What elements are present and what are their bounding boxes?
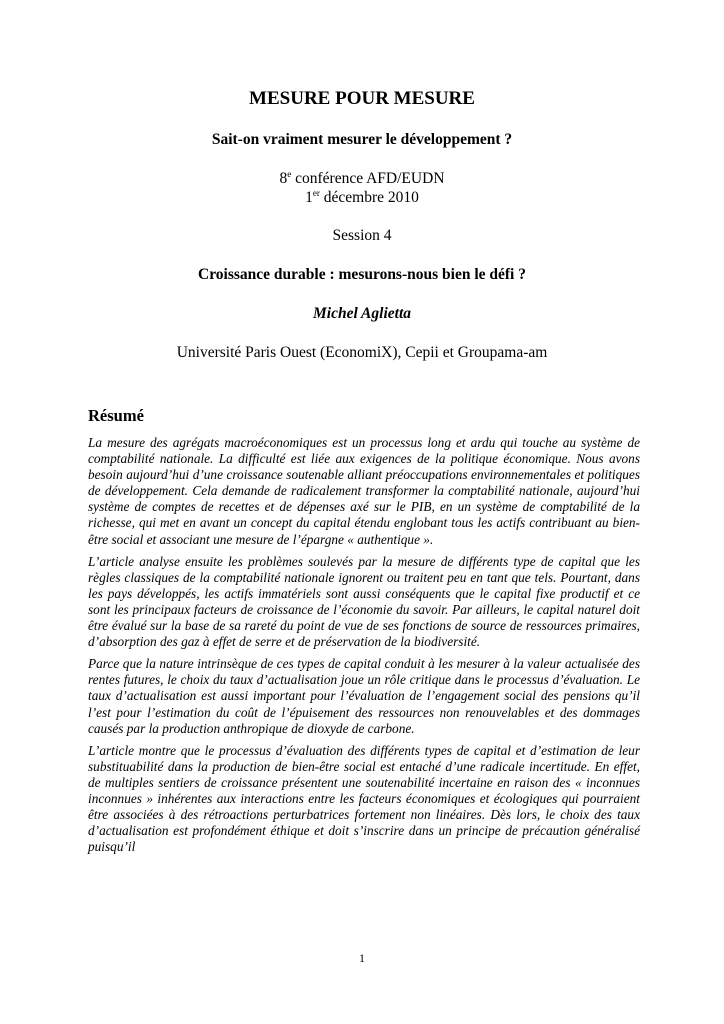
abstract-heading: Résumé (88, 406, 144, 425)
author-name: Michel Aglietta (312, 305, 412, 322)
abstract-paragraph: L’article analyse ensuite les problèmes soulevés par la mesure de différents type de capital que les règles classiques de la comptabilité nationale ignorent ou traitent peu en tant que tels. Pourtant, dans les pays développés, les actifs immatériels sont aussi conséquents que le capital fixe productif et ce sont les principaux facteurs de croissance de l’économie du savoir. Par ailleurs, le capital naturel doit être évalué sur la base de sa rareté du point de vue de ses fonctions de source de ressources primaires, d’absorption des gaz à effet de serre et de préservation de la biodiversité. (88, 553, 640, 650)
author-affiliation: Université Paris Ouest (EconomiX), Cepii et Groupama-am (176, 344, 548, 361)
date-line: 1er décembre 2010 (305, 188, 419, 206)
document-subtitle: Sait-on vraiment mesurer le développement ? (211, 131, 513, 148)
conference-line: 8e conférence AFD/EUDN (279, 169, 445, 187)
abstract-paragraph: L’article montre que le processus d’évaluation des différents types de capital et d’estimation de leur substituabilité dans la production de bien-être social est entaché d’une radicale incertitude. En effet, de multiples sentiers de croissance présentent une soutenabilité incertaine en raison des « inconnues inconnues » inhérentes aux interactions entre les facteurs économiques et écologiques qui pourraient être associées à des rétroactions perturbatrices fortement non linéaires. Dès lors, le choix des taux d’actualisation est profondément éthique et doit s’inscrire dans un principe de précaution généralisé puisqu’il (88, 742, 640, 855)
abstract-body (88, 435, 640, 861)
page-number: 1 (359, 951, 365, 965)
abstract-paragraph: La mesure des agrégats macroéconomiques est un processus long et ardu qui touche au système de comptabilité nationale. La difficulté est liée aux exigences de la politique économique. Nous avons besoin aujourd’hui d’une croissance soutenable alliant préoccupations environnementales et politiques de développement. Cela demande de radicalement transformer la comptabilité nationale, aujourd’hui système de comptes de recettes et de dépenses axé sur le PIB, en un système de comptabilité de la richesse, qui met en avant un concept du capital étendu englobant tous les actifs contribuant au bien-être social et associant une mesure de l’épargne « authentique ». (88, 435, 640, 547)
session-label: Session 4 (332, 227, 392, 244)
session-topic: Croissance durable : mesurons-nous bien le défi ? (198, 266, 526, 283)
conference-info (0, 169, 724, 207)
abstract-paragraph: Parce que la nature intrinsèque de ces types de capital conduit à les mesurer à la valeur actualisée des rentes futures, le choix du taux d’actualisation joue un rôle critique dans le processus d’évaluation. Le taux d’actualisation est aussi important pour l’évaluation de l’engagement social des pensions qu’il l’est pour l’estimation du coût de l’épuisement des ressources non renouvelables et des dommages causés par la production anthropique de dioxyde de carbone. (88, 656, 640, 736)
document-title: MESURE POUR MESURE (249, 88, 475, 109)
